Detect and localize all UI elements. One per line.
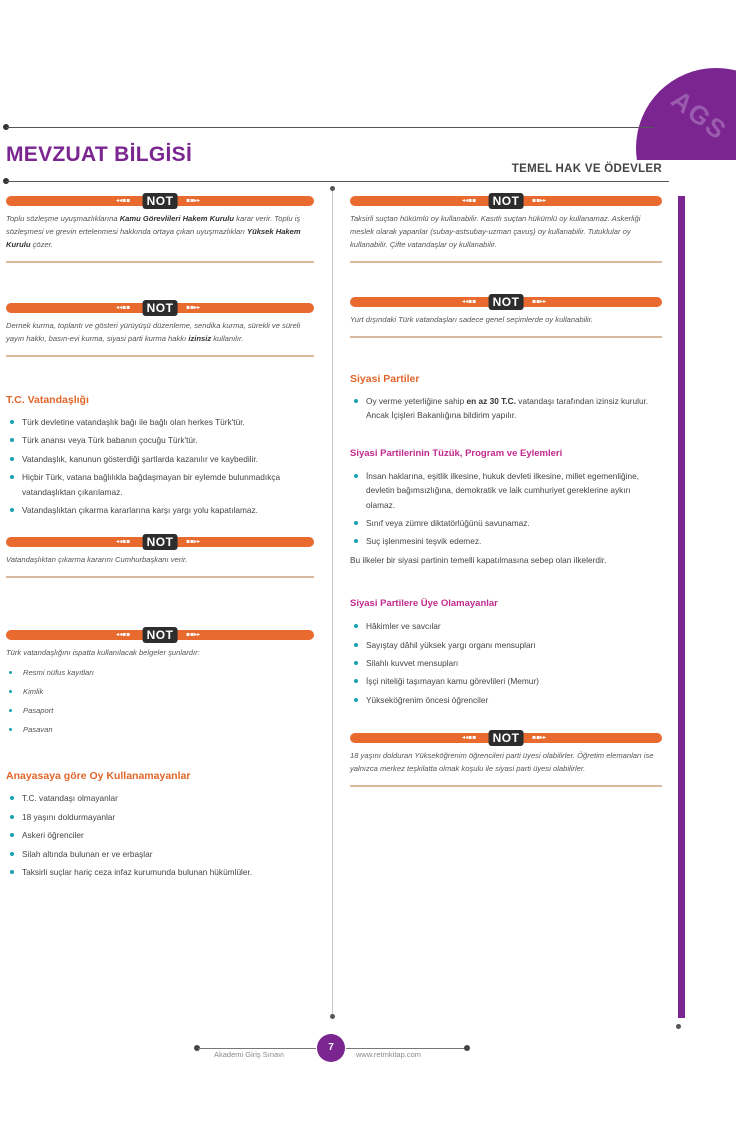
note-bar [350, 196, 662, 206]
bullet-list [6, 415, 314, 517]
no-vote-section [6, 769, 314, 879]
statutes-section [350, 447, 662, 567]
list-item: Yükseköğrenim öncesi öğrenciler [350, 693, 662, 707]
page-number: 7 [317, 1034, 345, 1062]
list-item: Sayıştay dâhil yüksek yargı organı mensupları [350, 638, 662, 652]
list-item: Suç işlenmesini teşvik edemez. [350, 534, 662, 548]
note-badge: NOT [143, 627, 178, 643]
note-decoration: ◂◂▪▪ [462, 298, 477, 305]
note-decoration: ◂◂▪▪ [116, 304, 131, 311]
note-badge: NOT [489, 730, 524, 746]
divider-dot [330, 186, 335, 191]
note-badge: NOT [489, 193, 524, 209]
note-bar [6, 196, 314, 206]
section-title: Siyasi Partilerinin Tüzük, Program ve Eylemleri [350, 447, 563, 459]
note-text: Taksirli suçtan hükümlü oy kullanabilir. Kasıtlı suçtan hükümlü oy kullanamaz. Askerliği meslek olarak yapanlar (subay-astsubay-uzman çavuş) oy kullanabilir. Tutuklular oy kullanabilir. Çifte vatandaşlar oy kullanabilir. [350, 214, 641, 249]
list-item: Resmi nüfus kayıtları [6, 663, 314, 682]
section-title: Anayasaya göre Oy Kullanamayanlar [6, 770, 191, 783]
note-text: Yurt dışındaki Türk vatandaşları sadece genel seçimlerde oy kullanabilir. [350, 315, 593, 324]
list-item: Türk devletine vatandaşlık bağı ile bağlı olan herkes Türk'tür. [6, 415, 314, 429]
document-list [6, 663, 314, 739]
note-bar [350, 297, 662, 307]
list-item: Askeri öğrenciler [6, 828, 314, 842]
list-item: Pasavan [6, 720, 314, 739]
note-text: Türk vatandaşlığını ispatta kullanılacak belgeler şunlardır: [6, 648, 200, 658]
note-decoration: ▪▪▸▸ [186, 197, 201, 204]
left-column [6, 196, 314, 883]
note-decoration: ◂◂▪▪ [116, 197, 131, 204]
page-title: MEVZUAT BİLGİSİ [6, 143, 193, 166]
bullet-list [350, 394, 662, 423]
right-column [350, 196, 662, 787]
list-item: T.C. vatandaşı olmayanlar [6, 791, 314, 805]
note-decoration: ◂◂▪▪ [116, 631, 131, 639]
note-bar [350, 731, 662, 746]
divider-dot [330, 1014, 335, 1019]
list-item: Taksirli suçlar hariç ceza infaz kurumunda bulunan hükümlüler. [6, 865, 314, 879]
citizenship-section [6, 393, 314, 517]
note-decoration: ▪▪▸▸ [186, 631, 201, 639]
section-title: Siyasi Partilere Üye Olamayanlar [350, 598, 498, 610]
list-item: Türk anansı veya Türk babanın çocuğu Türk'tür. [6, 433, 314, 447]
bullet-list [6, 791, 314, 879]
list-item: İnsan haklarına, eşitlik ilkesine, hukuk devleti ilkesine, millet egemenliğine, devletin bağımsızlığına, demokratik ve laik cumhuriyet gereklerine aykırı olamaz. [350, 469, 662, 512]
list-item: Hâkimler ve savcılar [350, 619, 662, 633]
note-rule [6, 576, 314, 578]
section-header: TEMEL HAK VE ÖDEVLER [511, 163, 662, 175]
list-item: Vatandaşlık, kanunun gösterdiği şartlarda kazanılır ve kaybedilir. [6, 452, 314, 466]
note-rule [6, 355, 314, 357]
note-badge: NOT [143, 193, 178, 209]
note-decoration: ▪▪▸▸ [532, 734, 547, 742]
note-box [6, 537, 314, 578]
note-decoration: ◂◂▪▪ [462, 734, 477, 742]
note-box [350, 733, 662, 787]
note-decoration: ▪▪▸▸ [186, 538, 201, 546]
note-box [6, 196, 314, 263]
list-item: Sınıf veya zümre diktatörlüğünü savunamaz. [350, 516, 662, 530]
section-title: T.C. Vatandaşlığı [6, 394, 89, 406]
parties-section [350, 372, 662, 423]
note-text: Vatandaşlıktan çıkarma kararını Cumhurbaşkanı verir. [6, 555, 188, 565]
note-decoration: ◂◂▪▪ [116, 538, 131, 546]
footer-website: www.retmkitap.com [356, 1050, 422, 1059]
note-badge: NOT [143, 534, 178, 550]
note-decoration: ▪▪▸▸ [532, 298, 547, 305]
note-decoration: ◂◂▪▪ [462, 197, 477, 204]
note-decoration: ▪▪▸▸ [532, 197, 547, 204]
list-item: Oy verme yeterliğine sahip en az 30 T.C. vatandaşı tarafından izinsiz kurulur. Ancak İçişleri Bakanlığına bildirim yapılır. [350, 394, 662, 423]
note-text: 18 yaşını dolduran Yükseköğrenim öğrencileri parti üyesi olabilirler. Öğretim elemanları ise yalnızca merkez teşkilatta olmak koşulu ile siyasi parti üyesi olabilirler. [350, 751, 654, 774]
footer-rule [346, 1048, 466, 1049]
note-decoration: ▪▪▸▸ [186, 304, 201, 311]
note-bar [6, 628, 314, 643]
note-box [6, 630, 314, 739]
note-box [350, 297, 662, 338]
list-item: Vatandaşlıktan çıkarma kararlarına karşı yargı yolu kapatılamaz. [6, 503, 314, 517]
note-text: Toplu sözleşme uyuşmazlıklarına Kamu Görevlileri Hakem Kurulu karar verir. Toplu iş sözleşmesi ve grevin ertelenmesi hakkında ortaya çıkan uyuşmazlıkları Yüksek Hakem Kurulu çözer. [6, 214, 301, 249]
divider-dot [676, 1024, 681, 1029]
list-item: 18 yaşını doldurmayanlar [6, 810, 314, 824]
note-box [6, 303, 314, 357]
footer-left-text: Akademi Giriş Sınavı [214, 1050, 285, 1059]
corner-label: AGS [665, 84, 734, 147]
note-box [350, 196, 662, 263]
note-badge: NOT [489, 294, 524, 310]
note-rule [350, 336, 662, 338]
footer-rule [198, 1048, 316, 1049]
list-item: Silah altında bulunan er ve erbaşlar [6, 847, 314, 861]
bullet-list [350, 619, 662, 707]
list-item: Silahlı kuvvet mensupları [350, 656, 662, 670]
note-text: Dernek kurma, toplantı ve gösteri yürüyüşü düzenleme, sendika kurma, sürekli ve süreli yayın hakkı, basın-evi kurma, siyasi parti kurma hakkı izinsiz kullanılır. [6, 321, 301, 343]
note-bar [6, 535, 314, 550]
list-item: İşçi niteliği taşımayan kamu görevlileri (Memur) [350, 674, 662, 688]
note-rule [350, 261, 662, 263]
corner-decoration [636, 0, 736, 160]
members-section [350, 597, 662, 707]
column-divider [332, 190, 333, 1016]
title-rule [6, 181, 669, 182]
list-item: Kimlik [6, 682, 314, 701]
note-bar [6, 303, 314, 313]
top-rule [6, 127, 654, 128]
footer-dot [464, 1045, 470, 1051]
section-title: Siyasi Partiler [350, 373, 420, 385]
side-accent-bar [678, 196, 685, 1018]
list-item: Pasaport [6, 701, 314, 720]
statutes-note: Bu ilkeler bir siyasi partinin temelli kapatılmasına sebep olan ilkelerdir. [350, 554, 607, 565]
note-rule [350, 785, 662, 787]
note-badge: NOT [143, 300, 178, 316]
note-rule [6, 261, 314, 263]
bullet-list [350, 469, 662, 549]
list-item: Hiçbir Türk, vatana bağlılıkla bağdaşmayan bir eylemde bulunmadıkça vatandaşlıktan çıkarılamaz. [6, 470, 314, 499]
